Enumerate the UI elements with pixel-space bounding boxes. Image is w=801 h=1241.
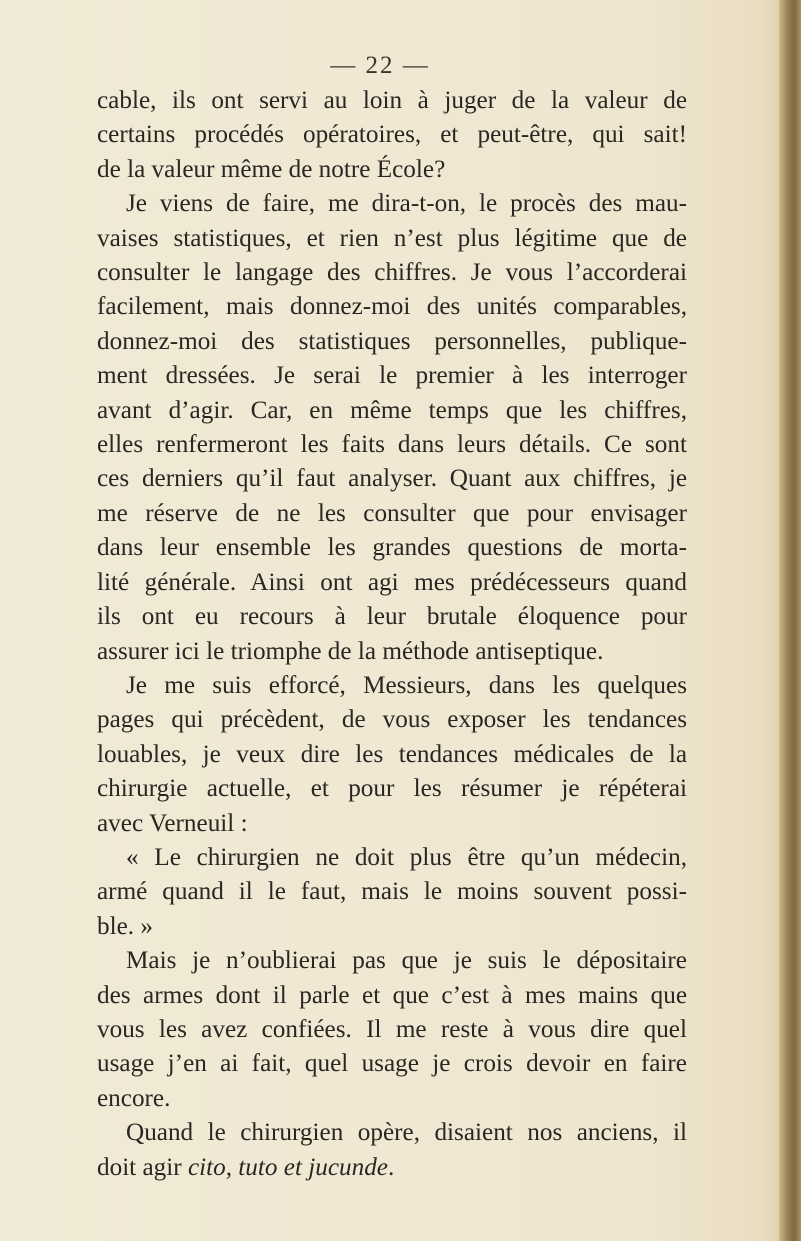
text-line: certains procédés opératoires, et peut-être, qui sait! — [97, 121, 687, 149]
text-line: elles renfermeront les faits dans leurs détails. Ce sont — [97, 431, 687, 459]
final-text-line — [97, 1151, 687, 1185]
text-line: vous les avez confiées. Il me reste à vous dire quel — [97, 1015, 687, 1043]
body-text — [97, 84, 687, 1185]
text-line: consulter le langage des chiffres. Je vous l’accorderai — [97, 259, 687, 287]
text-line: avec Verneuil : — [97, 809, 248, 837]
text-line: des armes dont il parle et que c’est à mes mains que — [97, 981, 687, 1009]
text-line: facilement, mais donnez-moi des unités comparables, — [97, 293, 687, 321]
text-line: vaises statistiques, et rien n’est plus légitime que de — [97, 224, 687, 252]
text-line: ces derniers qu’il faut analyser. Quant aux chiffres, je — [97, 465, 687, 493]
text-line: « Le chirurgien ne doit plus être qu’un médecin, — [126, 843, 687, 871]
latin-phrase: cito, tuto et jucunde — [187, 1153, 388, 1181]
final-line-suffix: . — [388, 1153, 395, 1181]
text-line: cable, ils ont servi au loin à juger de la valeur de — [97, 87, 687, 114]
text-line: ils ont eu recours à leur brutale éloquence pour — [97, 603, 687, 631]
text-line: chirurgie actuelle, et pour les résumer je répéterai — [97, 775, 687, 803]
text-line: Je me suis efforcé, Messieurs, dans les quelques — [126, 671, 687, 699]
text-line: Je viens de faire, me dira-t-on, le procès des mau- — [126, 190, 687, 218]
text-line: donnez-moi des statistiques personnelles, publique- — [97, 327, 687, 355]
text-line: armé quand il le faut, mais le moins souvent possi- — [97, 878, 687, 906]
text-line: lité générale. Ainsi ont agi mes prédécesseurs quand — [97, 568, 687, 596]
text-line: dans leur ensemble les grandes questions de morta- — [97, 534, 687, 562]
page-number: — 22 — — [330, 52, 430, 79]
text-line: louables, je veux dire les tendances médicales de la — [97, 740, 687, 768]
text-line: me réserve de ne les consulter que pour envisager — [97, 499, 687, 527]
text-line: encore. — [97, 1084, 171, 1112]
text-line: ble. » — [97, 912, 153, 940]
text-line: assurer ici le triomphe de la méthode antiseptique. — [97, 637, 604, 665]
text-line: pages qui précèdent, de vous exposer les tendances — [97, 706, 687, 734]
text-line: de la valeur même de notre École? — [97, 155, 446, 183]
text-line: Mais je n’oublierai pas que je suis le dépositaire — [126, 947, 687, 975]
text-line: avant d’agir. Car, en même temps que les chiffres, — [97, 396, 687, 424]
text-line: usage j’en ai fait, quel usage je crois devoir en faire — [97, 1050, 687, 1078]
final-line-prefix: doit agir — [97, 1153, 188, 1181]
text-line: ment dressées. Je serai le premier à les interroger — [97, 362, 687, 390]
page-edge — [779, 0, 801, 1241]
text-line: Quand le chirurgien opère, disaient nos anciens, il — [126, 1119, 687, 1147]
